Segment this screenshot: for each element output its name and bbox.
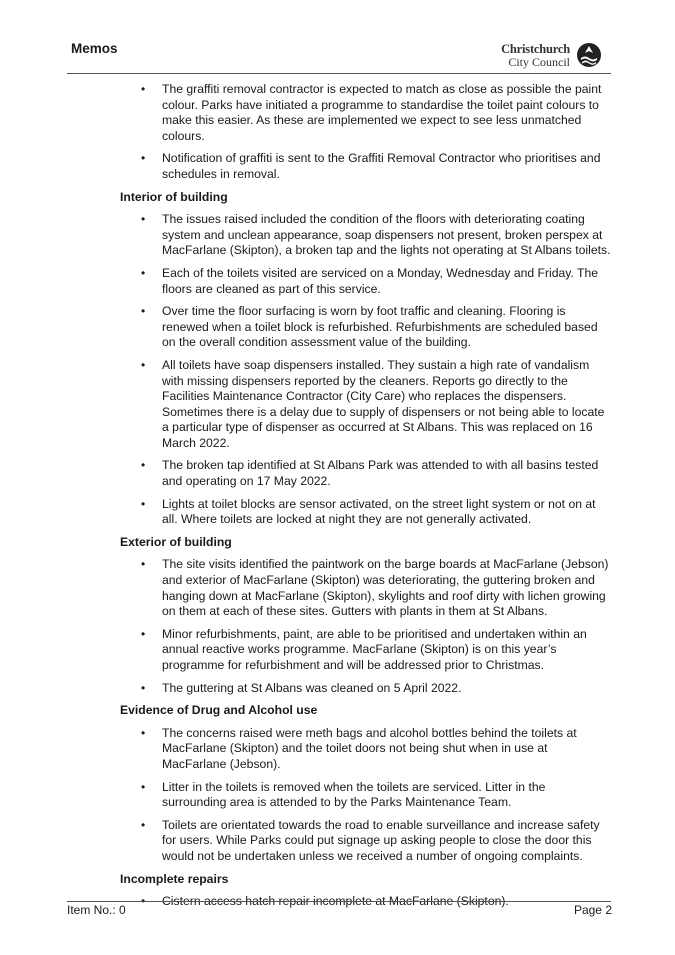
bullet-icon: • [141,82,146,96]
bullet-icon: • [141,304,146,319]
list-item-text: Toilets are orientated towards the road to enable surveillance and increase safety for users. While Parks could put signage up asking people to close the door this would not be undertaken unless we received a number of ongoing complaints. [162,817,600,863]
memo-body [120,82,612,917]
list-item-text: Each of the toilets visited are serviced on a Monday, Wednesday and Friday. The floors are cleaned as part of this service. [162,265,599,296]
bullet-icon: • [141,557,146,572]
list-item [120,212,612,259]
list-item-text: The concerns raised were meth bags and alcohol bottles behind the toilets at MacFarlane (Skipton) and the toilet doors not being shut when in use at MacFarlane (Jebson). [162,725,577,771]
list-item [120,304,612,351]
list-item-text: Minor refurbishments, paint, are able to be prioritised and undertaken within an annual reactive works programme. MacFarlane (Skipton) is on this year’s programme for refurbishment and will be addressed prior to Christmas. [162,626,587,672]
list-item-text: The broken tap identified at St Albans Park was attended to with all basins tested and operating on 17 May 2022. [162,458,599,489]
list-item-text: The guttering at St Albans was cleaned on 5 April 2022. [162,680,462,695]
footer-divider [67,901,611,902]
list-item-text: The graffiti removal contractor is expected to match as close as possible the paint colour. Parks have initiated a programme to standardise the toilet paint colours to make this easier. As these are implemented we expect to see less unmatched colours. [162,82,602,143]
list-item-text: Over time the floor surfacing is worn by foot traffic and cleaning. Flooring is renewed when a toilet block is refurbished. Refurbishments are scheduled based on the overall condition assessment value of the building. [162,304,598,350]
list-item [120,266,612,297]
bullet-icon: • [141,680,146,695]
bullet-icon: • [141,725,146,740]
list-item-text: The issues raised included the condition of the floors with deteriorating coating system and unclean appearance, soap dispensers not present, broken perspex at MacFarlane (Skipton), a broken tap and the lights not operating at St Albans toilets. [162,212,611,258]
bullet-icon: • [141,626,146,641]
bullet-list [120,212,612,528]
list-item [120,82,612,144]
section-heading: Evidence of Drug and Alcohol use [120,703,318,718]
list-item [120,557,612,619]
logo-text-line2: City Council [508,55,570,69]
list-item-text: The site visits identified the paintwork on the barge boards at MacFarlane (Jebson) and exterior of MacFarlane (Skipton) was deteriorating, the guttering broken and hanging down at MacFarlane (Skipton), skylights and roof dirty with lichen growing on them at each of these sites. Gutters with plants in them at St Albans. [162,557,609,619]
council-logo-icon [576,42,602,68]
bullet-icon: • [141,212,146,227]
bullet-icon: • [141,817,146,832]
bullet-icon: • [141,458,146,473]
list-item-text: Litter in the toilets is removed when the toilets are serviced. Litter in the surrounding area is attended to by the Parks Maintenance Team. [162,779,546,810]
logo-text-line1: Christchurch [501,42,570,56]
bullet-icon: • [141,357,146,372]
header-divider [67,73,611,74]
list-item-text: All toilets have soap dispensers installed. They sustain a high rate of vandalism with missing dispensers reported by the cleaners. Reports go directly to the Facilities Maintenance Contractor (City Care) who replaces the dispensers. Sometimes there is a delay due to supply of dispensers or not being able to locate a particular type of dispenser as occurred at St Albans. This was replaced on 16 March 2022. [162,357,605,450]
list-item [120,497,612,528]
list-item [120,726,612,773]
header-title: Memos [71,41,118,56]
list-item [120,681,612,697]
section-heading: Interior of building [120,189,228,204]
list-item [120,358,612,452]
list-item [120,458,612,489]
bullet-icon: • [141,496,146,511]
section-heading: Exterior of building [120,534,232,549]
section-heading: Incomplete repairs [120,871,229,886]
bullet-icon: • [141,894,146,909]
list-item-text: Cistern access hatch repair incomplete at MacFarlane (Skipton). [162,894,509,909]
footer-page-number: Page 2 [573,903,612,917]
footer-item-number: Item No.: 0 [67,903,126,917]
bullet-icon: • [141,265,146,280]
list-item [120,780,612,811]
council-logo [498,42,602,72]
bullet-list [120,557,612,696]
bullet-icon: • [141,151,146,166]
list-item [120,151,612,182]
bullet-list [120,82,612,183]
bullet-icon: • [141,779,146,794]
list-item-text: Notification of graffiti is sent to the Graffiti Removal Contractor who prioritises and schedules in removal. [162,151,601,181]
list-item [120,627,612,674]
list-item [120,818,612,865]
bullet-list [120,726,612,865]
list-item-text: Lights at toilet blocks are sensor activated, on the street light system or not on at all. Where toilets are locked at night they are not generally activated. [162,496,596,527]
